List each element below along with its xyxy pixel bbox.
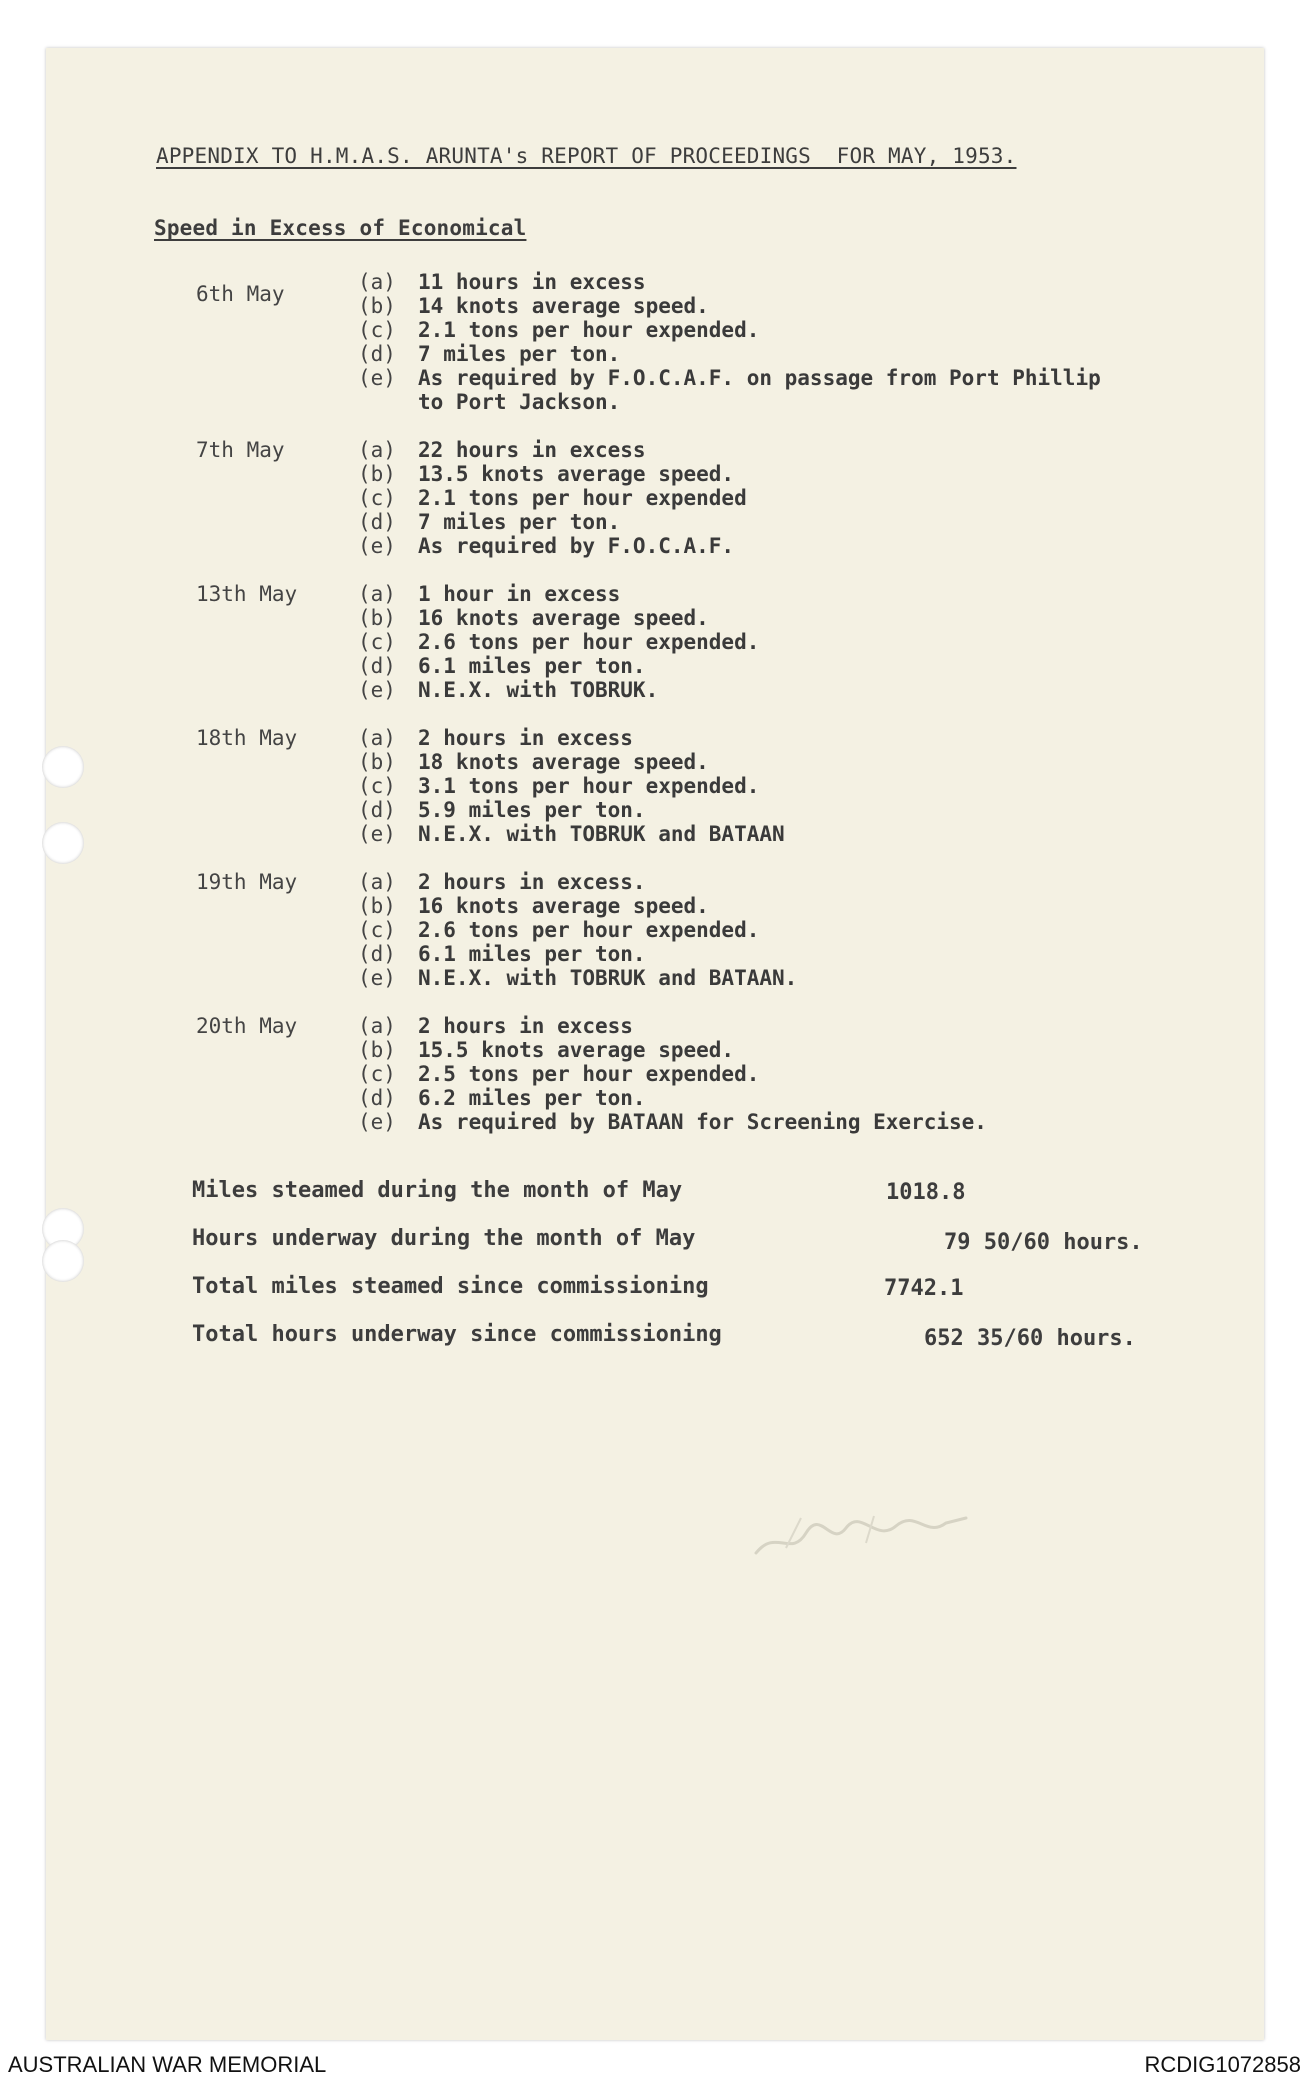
- entry-item: (d) 7 miles per ton.: [358, 342, 621, 366]
- entry-items: [358, 726, 785, 846]
- summary-value: 7742.1: [884, 1276, 964, 1301]
- entry-item: (a) 2 hours in excess.: [358, 870, 646, 894]
- entry-date: 20th May: [196, 1014, 298, 1038]
- summary-row: [192, 1178, 1192, 1208]
- entry-date: 13th May: [196, 582, 298, 606]
- summary-label: Total hours underway since commissioning: [192, 1322, 722, 1347]
- entry-item: (d) 6.1 miles per ton.: [358, 654, 646, 678]
- entry-item: (c) 2.1 tons per hour expended.: [358, 318, 760, 342]
- faint-signature: [746, 1498, 976, 1568]
- summary-label: Hours underway during the month of May: [192, 1226, 696, 1251]
- entry-item: (a) 1 hour in excess: [358, 582, 621, 606]
- footer-archive-name: AUSTRALIAN WAR MEMORIAL: [8, 2052, 327, 2077]
- entry-item: (c) 2.6 tons per hour expended.: [358, 918, 760, 942]
- entry-items: [358, 438, 747, 558]
- entry-item: (b) 14 knots average speed.: [358, 294, 709, 318]
- entry-item: (e) As required by F.O.C.A.F. on passage from Port Phillip: [358, 366, 1101, 390]
- document-page: [46, 48, 1264, 2040]
- summary-row: [192, 1322, 1192, 1352]
- entry-item: (b) 15.5 knots average speed.: [358, 1038, 735, 1062]
- entry-item: (b) 16 knots average speed.: [358, 606, 709, 630]
- entry-item: (a) 2 hours in excess: [358, 1014, 633, 1038]
- section-heading: Speed in Excess of Economical: [154, 216, 527, 240]
- footer-record-id: RCDIG1072858: [1144, 2052, 1301, 2077]
- entry-items: [358, 582, 759, 702]
- entry-item: (d) 7 miles per ton.: [358, 510, 621, 534]
- entry-items: [358, 1014, 987, 1134]
- entry-date: 6th May: [196, 282, 285, 306]
- entry-date: 7th May: [196, 438, 285, 462]
- summary-row: [192, 1226, 1192, 1256]
- entry-items: [358, 270, 1101, 414]
- entry-item: (e) As required by BATAAN for Screening Exercise.: [358, 1110, 987, 1134]
- summary-row: [192, 1274, 1192, 1304]
- entry-item: (e) N.E.X. with TOBRUK and BATAAN.: [358, 966, 798, 990]
- entry-item: (e) As required by F.O.C.A.F.: [358, 534, 735, 558]
- entry-item: (d) 6.2 miles per ton.: [358, 1086, 646, 1110]
- entry-item: (d) 5.9 miles per ton.: [358, 798, 646, 822]
- entry-item: (b) 13.5 knots average speed.: [358, 462, 735, 486]
- entry-continuation: to Port Jackson.: [418, 390, 621, 414]
- entry-item: (b) 18 knots average speed.: [358, 750, 709, 774]
- entry-item: (e) N.E.X. with TOBRUK and BATAAN: [358, 822, 785, 846]
- entry-date: 18th May: [196, 726, 298, 750]
- summary-label: Total miles steamed since commissioning: [192, 1274, 709, 1299]
- entry-item: (a) 11 hours in excess: [358, 270, 646, 294]
- entry-item: (d) 6.1 miles per ton.: [358, 942, 646, 966]
- entry-item: (c) 2.1 tons per hour expended: [358, 486, 747, 510]
- summary-label: Miles steamed during the month of May: [192, 1178, 683, 1203]
- summary-value: 1018.8: [886, 1180, 966, 1205]
- entry-item: (c) 3.1 tons per hour expended.: [358, 774, 760, 798]
- entry-item: (e) N.E.X. with TOBRUK.: [358, 678, 659, 702]
- document-title: APPENDIX TO H.M.A.S. ARUNTA's REPORT OF PROCEEDINGS FOR MAY, 1953.: [156, 144, 1017, 168]
- entry-items: [358, 870, 797, 990]
- entry-date: 19th May: [196, 870, 298, 894]
- entry-item: (b) 16 knots average speed.: [358, 894, 709, 918]
- entry-item: (c) 2.6 tons per hour expended.: [358, 630, 760, 654]
- punch-hole: [42, 746, 84, 788]
- entry-item: (c) 2.5 tons per hour expended.: [358, 1062, 760, 1086]
- punch-hole: [42, 822, 84, 864]
- punch-hole: [42, 1240, 84, 1282]
- summary-value: 79 50/60 hours.: [944, 1230, 1143, 1255]
- entry-item: (a) 2 hours in excess: [358, 726, 633, 750]
- entry-item: (a) 22 hours in excess: [358, 438, 646, 462]
- summary-value: 652 35/60 hours.: [924, 1326, 1136, 1351]
